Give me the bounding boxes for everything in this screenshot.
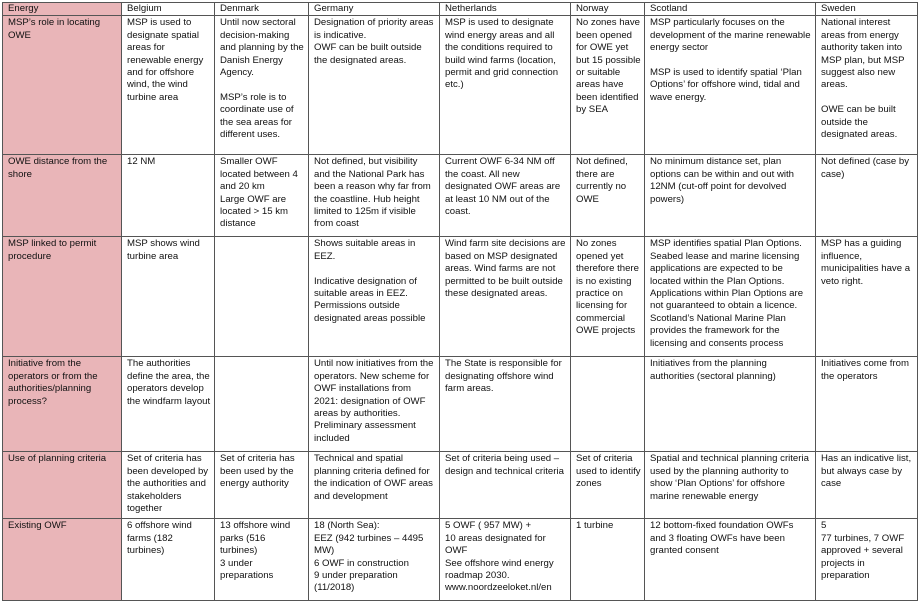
cell-belgium: 12 NM [122,155,215,237]
cell-scotland: Spatial and technical planning criteria used by the planning authority to show ‘Plan Options’ for offshore marine renewable energy [645,452,816,519]
cell-denmark [215,357,309,452]
cell-sweden: Initiatives come from the operators [816,357,918,452]
cell-belgium: MSP is used to designate spatial areas for renewable energy and for offshore wind, the wind turbine area [122,16,215,155]
cell-netherlands: 5 OWF ( 957 MW) + 10 areas designated for OWF See offshore wind energy roadmap 2030. www.noordzeeloket.nl/en [440,519,571,601]
cell-norway: Set of criteria used to identify zones [571,452,645,519]
cell-netherlands: MSP is used to designate wind energy areas and all the conditions required to build wind farms (location, permit and grid connection etc.) [440,16,571,155]
cell-scotland: 12 bottom-fixed foundation OWFs and 3 floating OWFs have been granted consent [645,519,816,601]
table-row-initiative [3,357,918,452]
cell-belgium: The authorities define the area, the operators develop the windfarm layout [122,357,215,452]
row-label: MSP’s role in locating OWE [3,16,122,155]
cell-sweden: MSP has a guiding influence, municipalities have a veto right. [816,237,918,357]
cell-netherlands: The State is responsible for designating offshore wind farm areas. [440,357,571,452]
cell-germany: Technical and spatial planning criteria defined for the indication of OWF areas and development [309,452,440,519]
cell-scotland: MSP particularly focuses on the development of the marine renewable energy sector MSP is used to identify spatial ‘Plan Options’ for offshore wind, tidal and wave energy. [645,16,816,155]
cell-germany: 18 (North Sea): EEZ (942 turbines – 4495 MW) 6 OWF in construction 9 under preparation (11/2018) [309,519,440,601]
cell-germany: Shows suitable areas in EEZ. Indicative designation of suitable areas in EEZ. Permissions outside designated areas possible [309,237,440,357]
row-label: Use of planning criteria [3,452,122,519]
cell-norway: No zones have been opened for OWE yet but 15 possible or suitable areas have been identified by SEA [571,16,645,155]
cell-scotland: No minimum distance set, plan options can be within and out with 12NM (cut-off point for devolved powers) [645,155,816,237]
cell-scotland: Initiatives from the planning authorities (sectoral planning) [645,357,816,452]
table-row-permit [3,237,918,357]
comparison-table [2,2,918,601]
cell-denmark: Until now sectoral decision-making and planning by the Danish Energy Agency. MSP’s role is to coordinate use of the sea areas for different uses. [215,16,309,155]
header-germany: Germany [309,3,440,16]
cell-scotland: MSP identifies spatial Plan Options. Seabed lease and marine licensing applications are expected to be located within the Plan Options. Applications within Plan Options are not guaranteed to obtain a licence. Scotland’s National Marine Plan provides the framework for the licensing and consents process [645,237,816,357]
cell-germany: Not defined, but visibility and the National Park has been a reason why far from the coastline. Hub height limited to 125m if visible from coast [309,155,440,237]
cell-denmark [215,237,309,357]
cell-netherlands: Set of criteria being used – design and technical criteria [440,452,571,519]
cell-norway: Not defined, there are currently no OWE [571,155,645,237]
cell-belgium: MSP shows wind turbine area [122,237,215,357]
cell-netherlands: Current OWF 6-34 NM off the coast. All new designated OWF areas are at least 10 NM out of the coast. [440,155,571,237]
cell-germany: Designation of priority areas is indicative. OWF can be built outside the designated areas. [309,16,440,155]
header-belgium: Belgium [122,3,215,16]
cell-norway: No zones opened yet therefore there is no existing practice on licensing for commercial OWE projects [571,237,645,357]
cell-denmark: Set of criteria has been used by the energy authority [215,452,309,519]
cell-netherlands: Wind farm site decisions are based on MSP designated areas. Wind farms are not permitted to be built outside these designated areas. [440,237,571,357]
cell-sweden: National interest areas from energy authority taken into MSP plan, but MSP suggest also new areas. OWE can be built outside the designated areas. [816,16,918,155]
header-energy: Energy [3,3,122,16]
table-row-distance [3,155,918,237]
row-label: Initiative from the operators or from the authorities/planning process? [3,357,122,452]
table-row-existing-owf [3,519,918,601]
header-scotland: Scotland [645,3,816,16]
cell-sweden: Has an indicative list, but always case by case [816,452,918,519]
cell-denmark: 13 offshore wind parks (516 turbines) 3 under preparations [215,519,309,601]
header-row [3,3,918,16]
header-netherlands: Netherlands [440,3,571,16]
row-label: MSP linked to permit procedure [3,237,122,357]
table-row-msp-role [3,16,918,155]
cell-sweden: 5 77 turbines, 7 OWF approved + several projects in preparation [816,519,918,601]
cell-norway: 1 turbine [571,519,645,601]
header-sweden: Sweden [816,3,918,16]
cell-norway [571,357,645,452]
header-norway: Norway [571,3,645,16]
row-label: Existing OWF [3,519,122,601]
cell-denmark: Smaller OWF located between 4 and 20 km Large OWF are located > 15 km distance [215,155,309,237]
row-label: OWE distance from the shore [3,155,122,237]
header-denmark: Denmark [215,3,309,16]
cell-germany: Until now initiatives from the operators. New scheme for OWF installations from 2021: designation of OWF areas by authorities. Preliminary assessment included [309,357,440,452]
cell-belgium: Set of criteria has been developed by the authorities and stakeholders together [122,452,215,519]
cell-sweden: Not defined (case by case) [816,155,918,237]
cell-belgium: 6 offshore wind farms (182 turbines) [122,519,215,601]
table-row-criteria [3,452,918,519]
